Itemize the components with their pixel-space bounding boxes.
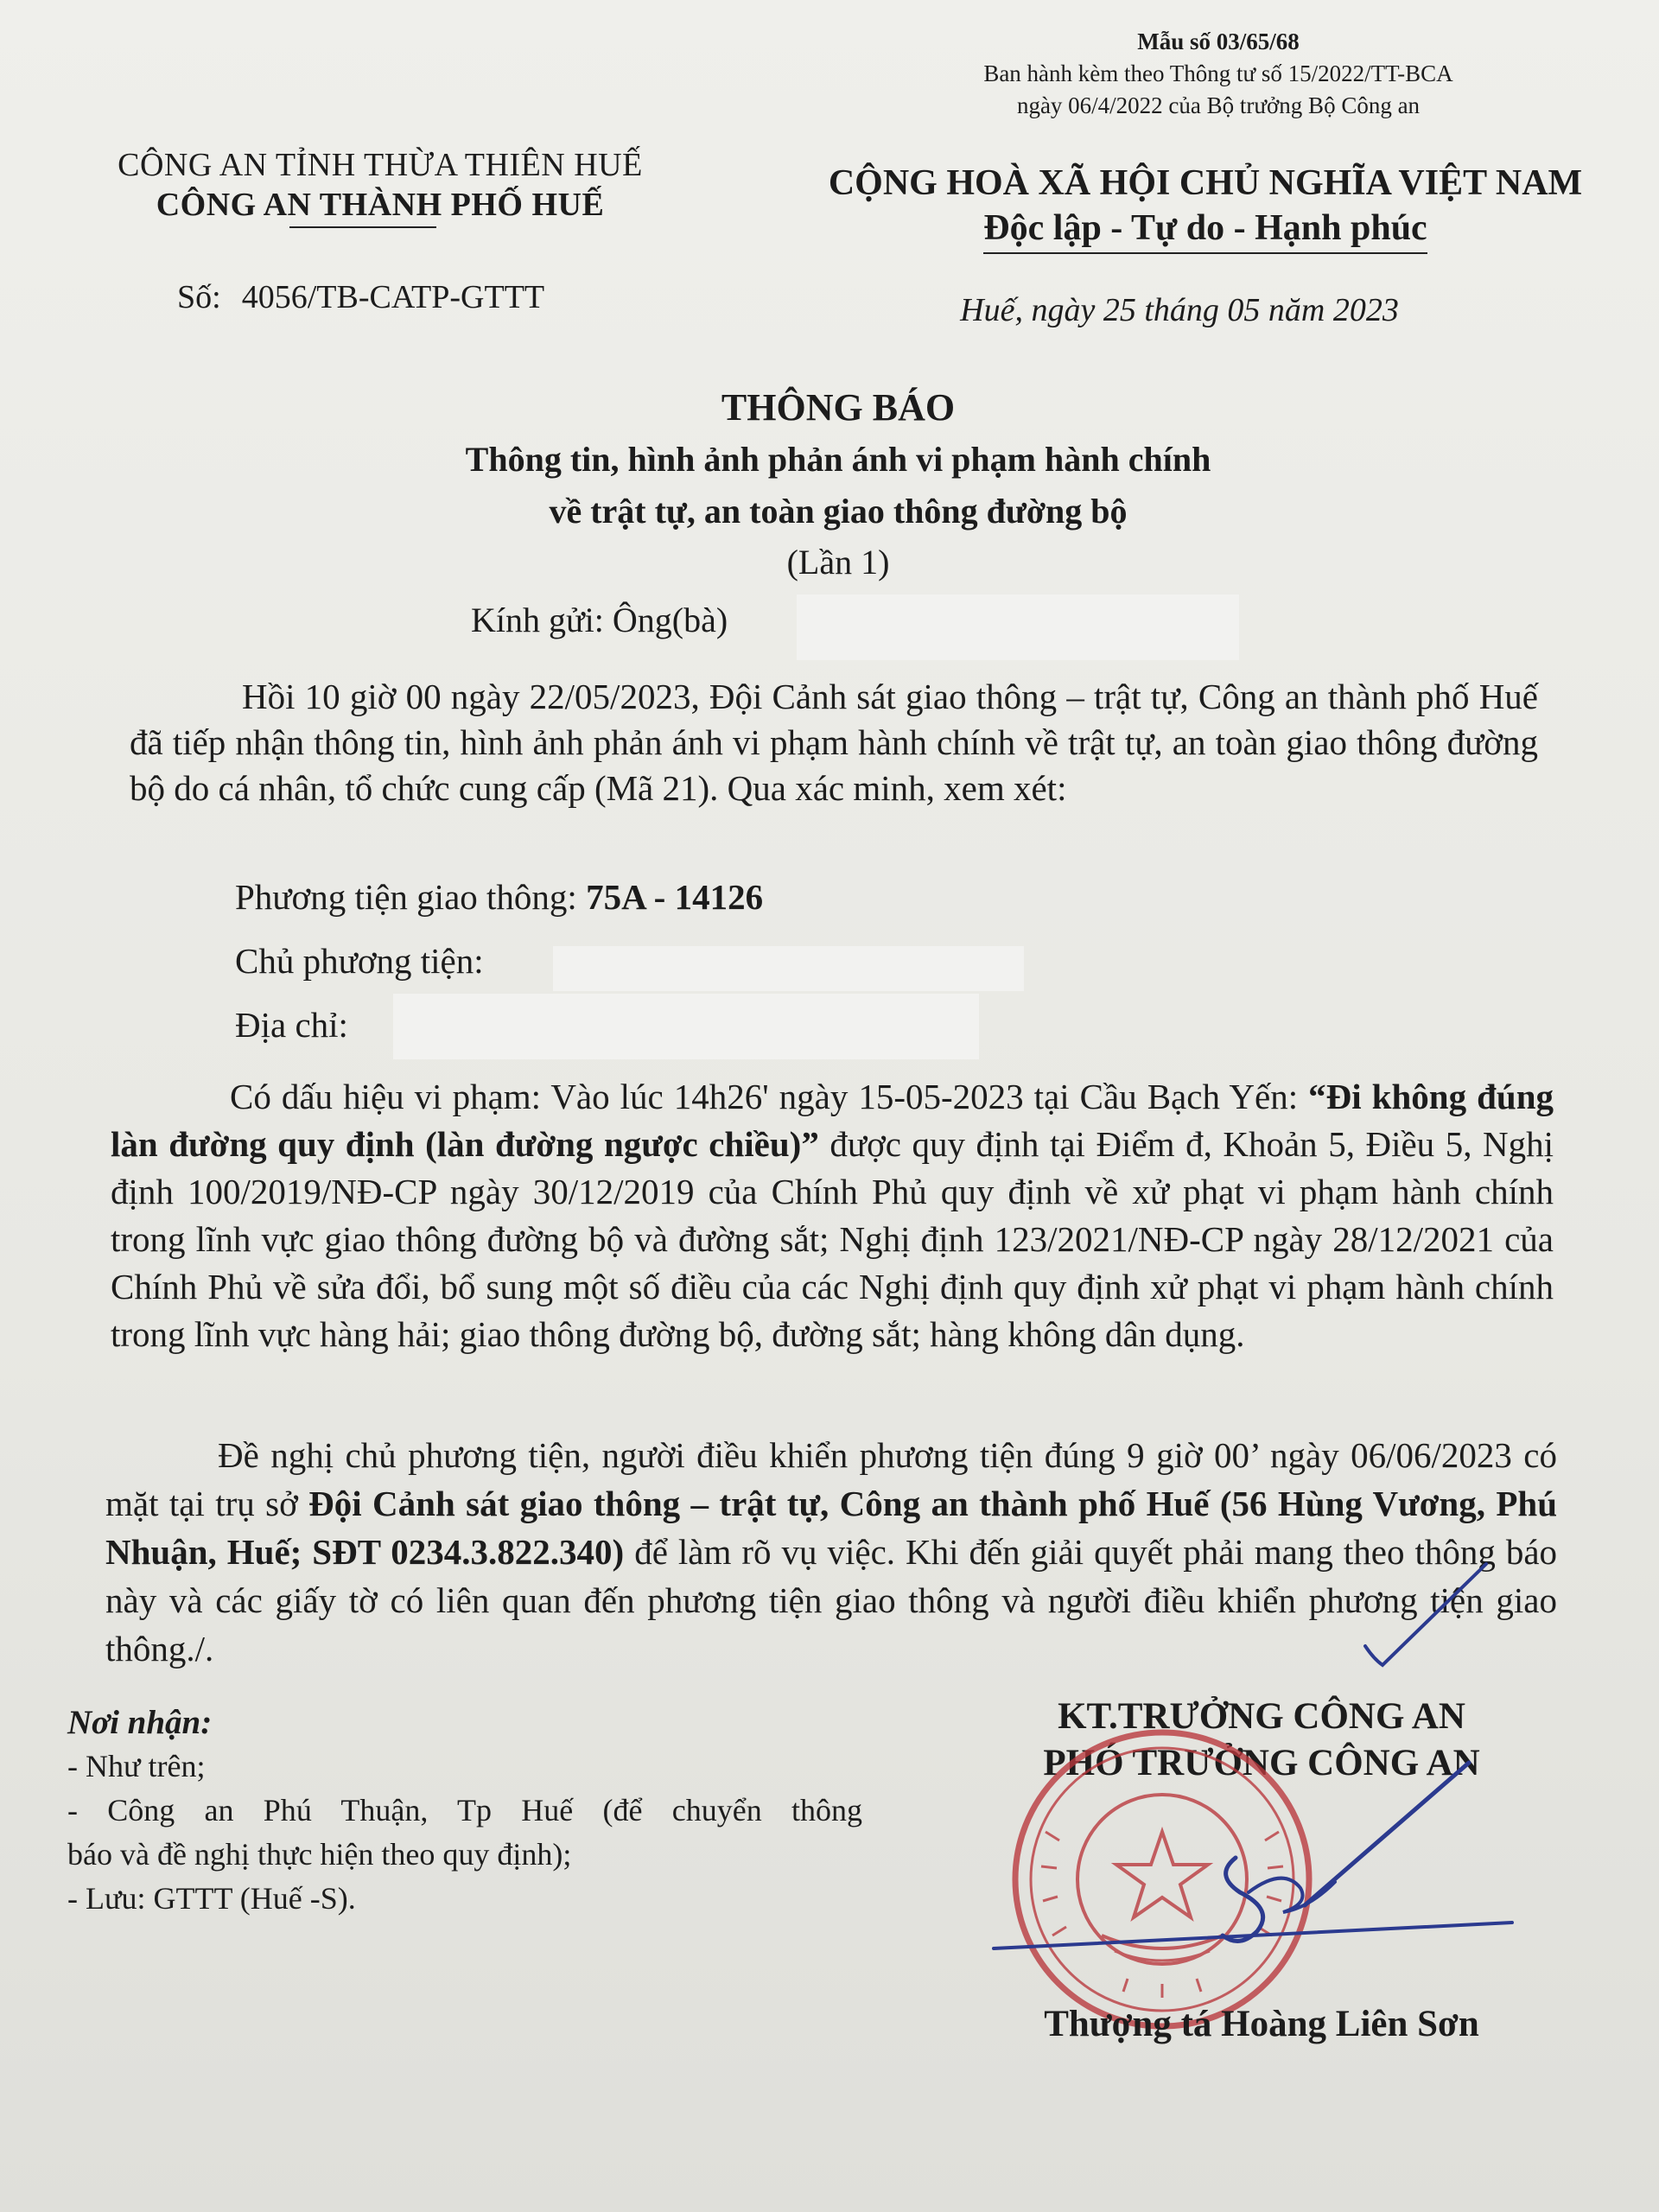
request-lead: Đề nghị chủ phương tiện, người điều khiển phương tiện đúng 9 giờ 00’ ngày 06/06/2023 có mặt tại trụ sở bbox=[105, 1435, 1557, 1523]
agency-unit: CÔNG AN THÀNH PHỐ HUẾ bbox=[156, 187, 605, 223]
recipient-item-1: - Như trên; bbox=[67, 1749, 206, 1783]
official-seal bbox=[1015, 1732, 1309, 2026]
address-label: Địa chỉ: bbox=[235, 1005, 348, 1045]
violation-legal-basis: được quy định tại Điểm đ, Khoản 5, Điều 5, Nghị định 100/2019/NĐ-CP ngày 30/12/2019 của Chính Phủ quy định về xử phạt vi phạm hành chính trong lĩnh vực giao thông đường bộ và đường sắt; Nghị định 123/2021/NĐ-CP ngày 28/12/2021 của Chính Phủ về sửa đổi, bổ sung một số điều của các Nghị định quy định xử phạt vi phạm hành chính trong lĩnh vực hàng hải; giao thông đường bộ, đường sắt; hàng không dân dụng. bbox=[111, 1124, 1554, 1354]
place-date: Huế, ngày 25 tháng 05 năm 2023 bbox=[960, 292, 1399, 328]
document-subtitle-1: Thông tin, hình ảnh phản ánh vi phạm hành chính bbox=[465, 440, 1211, 479]
recipients-heading: Nơi nhận: bbox=[67, 1704, 213, 1741]
violation-lead: Có dấu hiệu vi phạm: Vào lúc 14h26' ngày 15-05-2023 tại Cầu Bạch Yến: bbox=[230, 1077, 1299, 1116]
signature-title-1: KT.TRƯỞNG CÔNG AN bbox=[1058, 1696, 1465, 1737]
tick-mark bbox=[1365, 1564, 1486, 1665]
owner-label: Chủ phương tiện: bbox=[235, 941, 484, 981]
vehicle-label: Phương tiện giao thông: bbox=[235, 877, 577, 917]
document-title: THÔNG BÁO bbox=[721, 386, 956, 429]
request-office: Đội Cảnh sát giao thông – trật tự, Công an thành phố Huế (56 Hùng Vương, Phú Nhuận, Huế; SĐT 0234.3.822.340) bbox=[105, 1484, 1557, 1572]
vehicle-plate: 75A - 14126 bbox=[586, 877, 764, 917]
document-subtitle-2: về trật tự, an toàn giao thông đường bộ bbox=[549, 492, 1128, 531]
paragraph-intro: Hồi 10 giờ 00 ngày 22/05/2023, Đội Cảnh sát giao thông – trật tự, Công an thành phố Huế đã tiếp nhận thông tin, hình ảnh phản ánh vi phạm hành chính về trật tự, an toàn giao thông đường bộ do cá nhân, tổ chức cung cấp (Mã 21). Qua xác minh, xem xét: bbox=[130, 677, 1538, 808]
notice-count: (Lần 1) bbox=[786, 543, 890, 582]
recipient-item-2b: báo và đề nghị thực hiện theo quy định); bbox=[67, 1837, 572, 1872]
recipient-item-2a: - Công an Phú Thuận, Tp Huế (để chuyển thông bbox=[67, 1793, 862, 1827]
country-name: CỘNG HOÀ XÃ HỘI CHỦ NGHĨA VIỆT NAM bbox=[828, 163, 1583, 203]
national-motto: Độc lập - Tự do - Hạnh phúc bbox=[983, 206, 1427, 254]
signer-name: Thượng tá Hoàng Liên Sơn bbox=[1044, 2004, 1479, 2044]
recipient-item-3: - Lưu: GTTT (Huế -S). bbox=[67, 1881, 356, 1916]
signature-stroke bbox=[994, 1763, 1512, 1948]
recipient-label: Kính gửi: Ông(bà) bbox=[471, 601, 728, 639]
request-rest: để làm rõ vụ việc. Khi đến giải quyết phải mang theo thông báo này và các giấy tờ có liên quan đến phương tiện giao thông và người điều khiển phương tiện giao thông./. bbox=[105, 1532, 1558, 1669]
star-icon bbox=[1116, 1832, 1208, 1917]
document-number-value: 4056/TB-CATP-GTTT bbox=[241, 279, 545, 315]
document-number-label: Số: bbox=[177, 279, 221, 315]
signature-title-2: PHÓ TRƯỞNG CÔNG AN bbox=[1043, 1743, 1480, 1783]
form-issued-with: Ban hành kèm theo Thông tư số 15/2022/TT-BCA bbox=[983, 60, 1453, 86]
agency-parent: CÔNG AN TỈNH THỪA THIÊN HUẾ bbox=[118, 147, 643, 183]
form-issued-date: ngày 06/4/2022 của Bộ trưởng Bộ Công an bbox=[1016, 92, 1421, 118]
violation-description: “Đi không đúng làn đường quy định (làn đường ngược chiều)” bbox=[111, 1077, 1554, 1164]
form-number: Mẫu số 03/65/68 bbox=[1137, 29, 1300, 54]
